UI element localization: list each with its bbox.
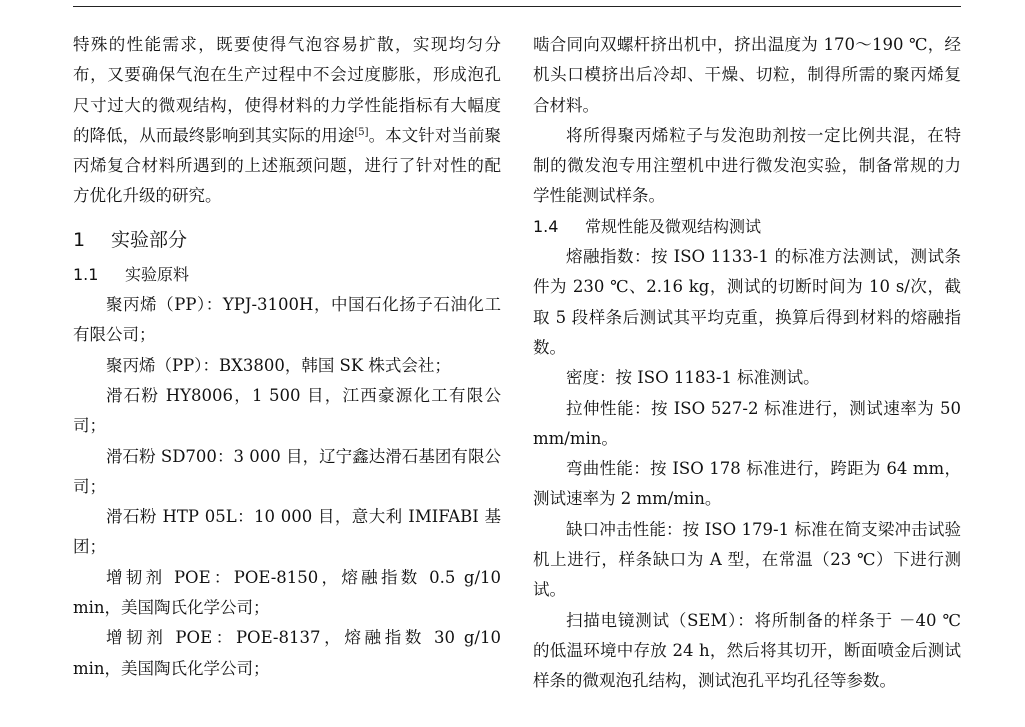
material-item: 滑石粉 SD700：3 000 目，辽宁鑫达滑石基团有限公司； [73,446,501,496]
section-heading [73,225,501,255]
material-item: 聚丙烯（PP）：BX3800，韩国 SK 株式会社； [106,355,451,375]
citation-ref: [5] [354,126,369,138]
material-item: 聚丙烯（PP）：YPJ-3100H，中国石化扬子石油化工有限公司； [73,295,501,345]
section-number: 1 [73,228,86,251]
section-title: 实验部分 [111,228,188,251]
test-item: 缺口冲击性能：按 ISO 179-1 标准在简支梁冲击试验机上进行，样条缺口为 A 型，在常温（23 ℃）下进行测试。 [533,519,961,600]
test-item: 拉伸性能：按 ISO 527-2 标准进行，测试速率为 50 mm/min。 [533,398,961,448]
test-item: 弯曲性能：按 ISO 178 标准进行，跨距为 64 mm，测试速率为 2 mm/min。 [533,459,961,509]
material-item: 滑石粉 HTP 05L：10 000 目，意大利 IMIFABI 基团； [73,507,501,557]
header-rule [73,6,961,7]
process-paragraph: 啮合同向双螺杆挤出机中，挤出温度为 170～190 ℃，经机头口模挤出后冷却、干燥、切粒，制得所需的聚丙烯复合材料。 [533,35,961,115]
foaming-paragraph: 将所得聚丙烯粒子与发泡助剂按一定比例共混，在特制的微发泡专用注塑机中进行微发泡实验，制备常规的力学性能测试样条。 [533,125,961,206]
subsection-title: 常规性能及微观结构测试 [585,216,762,236]
subsection-number: 1.1 [73,264,99,284]
intro-text-end: 。本文针对当前聚丙烯复合材料所遇到的上述瓶颈问题，进行了针对性的配方优化升级的研究。 [73,125,502,206]
test-item: 密度：按 ISO 1183-1 标准测试。 [566,368,820,388]
left-column [73,30,501,684]
material-item: 增韧剂 POE：POE-8137，熔融指数 30 g/10 min，美国陶氏化学公司； [73,628,501,678]
subsection-heading [533,212,961,242]
subsection-title: 实验原料 [125,264,190,284]
right-column [533,30,961,697]
subsection-number: 1.4 [533,216,559,236]
material-item: 增韧剂 POE：POE-8150，熔融指数 0.5 g/10 min，美国陶氏化学公司； [73,567,501,618]
test-item: 扫描电镜测试（SEM）：将所制备的样条于 －40 ℃的低温环境中存放 24 h，然后将其切开，断面喷金后测试样条的微观泡孔结构，测试泡孔平均孔径等参数。 [533,610,961,691]
material-item: 滑石粉 HY8006，1 500 目，江西豪源化工有限公司； [73,385,501,436]
intro-paragraph [73,30,501,212]
subsection-heading [73,260,501,290]
test-item: 熔融指数：按 ISO 1133-1 的标准方法测试，测试条件为 230 ℃、2.16 kg，测试的切断时间为 10 s/次，截取 5 段样条后测试其平均克重，换算后得到材料的熔融指数。 [533,247,961,357]
intro-text: 特殊的性能需求，既要使得气泡容易扩散，实现均匀分布，又要确保气泡在生产过程中不会过度膨胀，形成泡孔尺寸过大的微观结构，使得材料的力学性能指标有大幅度的降低，从而最终影响到其实际的用途 [73,35,501,145]
